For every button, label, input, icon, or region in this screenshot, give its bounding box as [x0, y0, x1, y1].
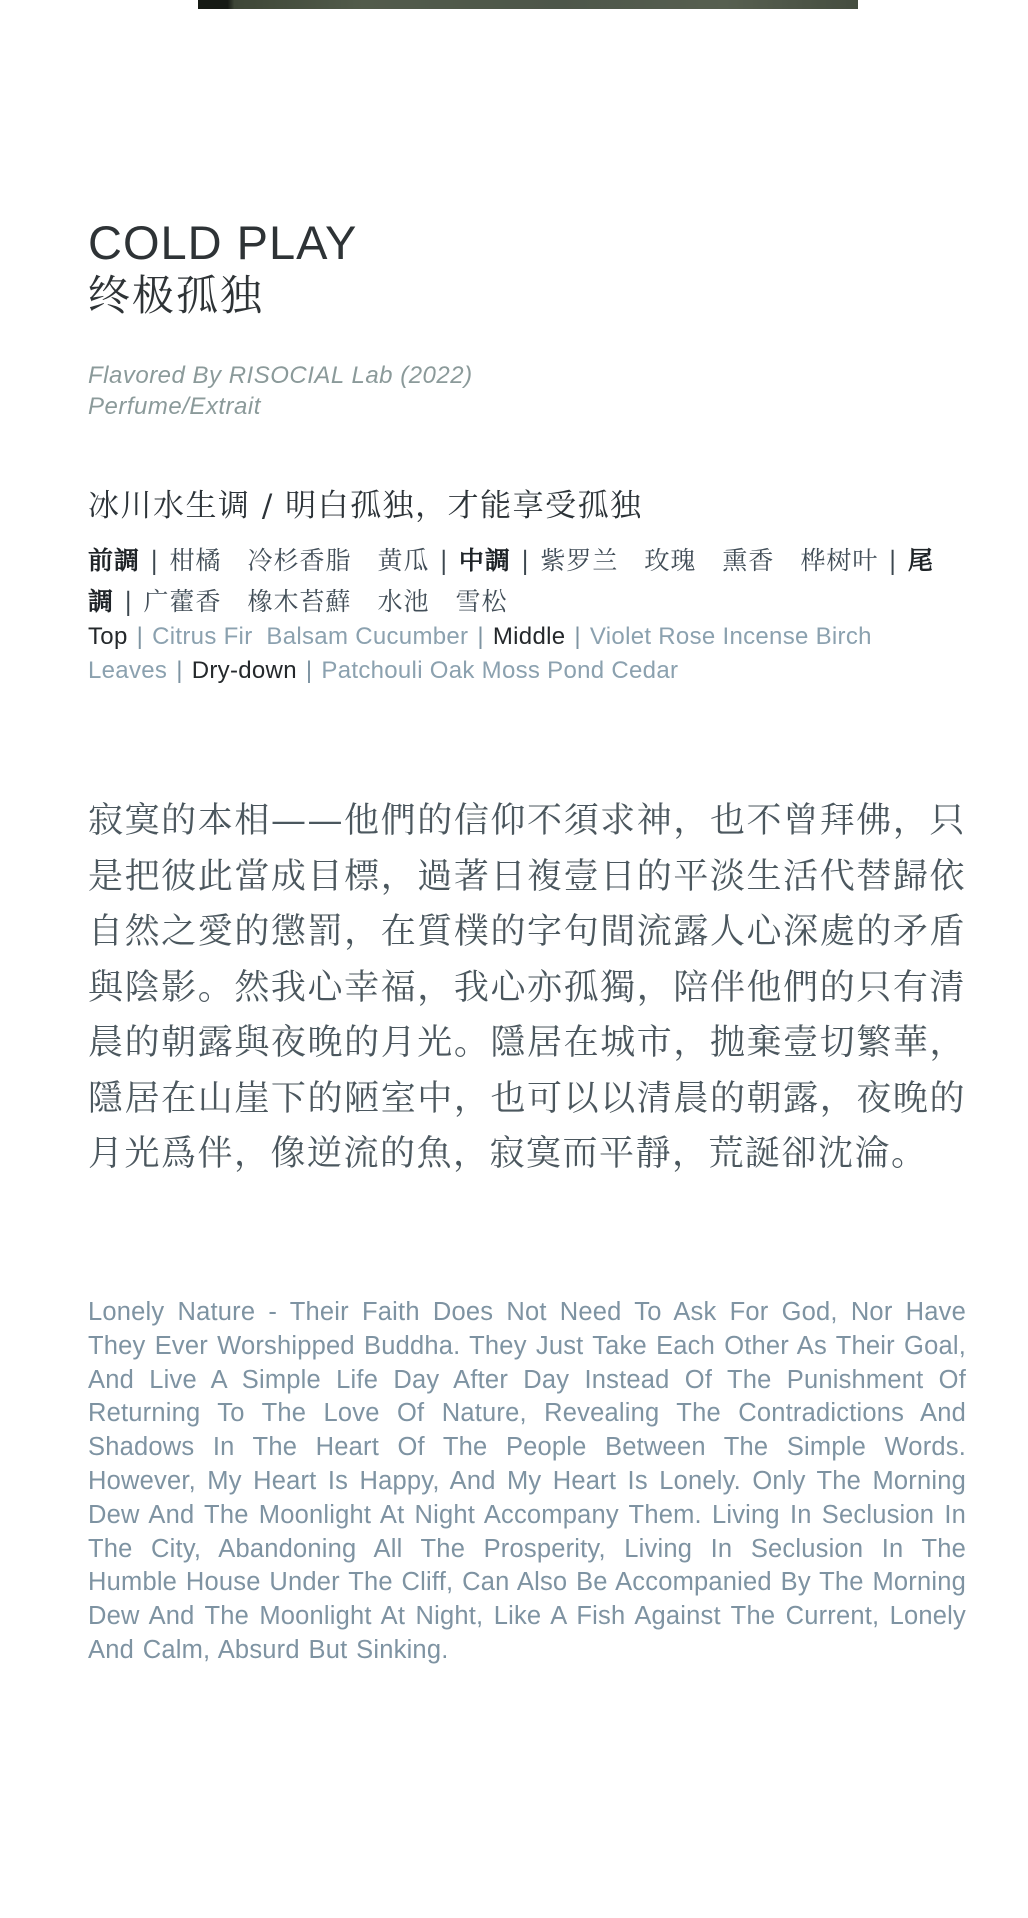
pipe-separator: |: [574, 623, 581, 650]
flavored-by-line: Flavored By RISOCIAL Lab (2022): [88, 362, 473, 389]
note-values-top-en: Citrus Fir Balsam Cucumber: [152, 623, 469, 650]
description-en: Lonely Nature - Their Faith Does Not Need To Ask For God, Nor Have They Ever Worshipped Buddha. They Just Take Each Other As Their Goal, And Live A Simple Life Day After Day Instead Of The Punishment Of Returning To The Love Of Nature, Revealing The Contradictions And Shadows In The Heart Of The People Between The Simple Words. However, My Heart Is Happy, And My Heart Is Lonely. Only The Morning Dew And The Moonlight At Night Accompany Them. Living In Seclusion In The City, Abandoning All The Prosperity, Living In Seclusion In The Humble House Under The Cliff, Can Also Be Accompanied By The Morning Dew And The Moonlight At Night, Like A Fish Against The Current, Lonely And Calm, Absurd But Sinking.: [88, 1298, 966, 1664]
note-label-middle-zh: 中調: [458, 546, 511, 575]
pipe-separator: |: [150, 546, 160, 575]
note-label-top-zh: 前調: [88, 546, 141, 575]
pipe-separator: |: [176, 657, 183, 684]
pipe-separator: |: [124, 587, 134, 616]
product-type-line: Perfume/Extrait: [88, 393, 261, 420]
notes-list-zh: [88, 540, 968, 622]
pipe-separator: |: [888, 546, 898, 575]
notes-list-en: [88, 620, 968, 688]
note-label-middle-en: Middle: [492, 623, 566, 650]
note-label-base-zh: 尾調: [88, 546, 934, 616]
pipe-separator: |: [477, 623, 484, 650]
pipe-separator: |: [136, 623, 144, 650]
note-values-middle-en: Violet Rose Incense Birch Leaves: [88, 623, 879, 684]
product-title-en: COLD PLAY: [88, 216, 358, 269]
product-photo-strip: [198, 0, 858, 9]
note-values-middle-zh: 紫罗兰 玫瑰 熏香 桦树叶: [540, 546, 879, 575]
note-values-drydown-en: Patchouli Oak Moss Pond Cedar: [321, 657, 679, 684]
pipe-separator: |: [520, 546, 531, 575]
note-label-top-en: Top: [88, 623, 128, 650]
title-block: [88, 216, 357, 322]
description-zh: 寂寞的本相——他們的信仰不須求神，也不曾拜佛，只是把彼此當成目標，過著日複壹日的平淡生活代替歸依自然之愛的懲罰，在質樸的字句間流露人心深處的矛盾與陰影。然我心幸福，我心亦孤獨，陪伴他們的只有清晨的朝露與夜晚的月光。隱居在城市，抛棄壹切繁華，隱居在山崖下的陋室中，也可以以清晨的朝露，夜晚的月光爲伴，像逆流的魚，寂寞而平靜，荒誕卻沈淪。: [88, 801, 966, 1174]
product-title-zh: 终极孤独: [88, 272, 265, 319]
byline-block: [88, 360, 473, 422]
note-values-base-zh: 广藿香 橡木苔蘚 水池 雪松: [143, 587, 508, 616]
pipe-separator: |: [439, 546, 449, 575]
note-values-top-zh: 柑橘 冷杉香脂 黄瓜: [169, 546, 430, 575]
note-label-drydown-en: Dry-down: [191, 657, 297, 684]
scent-heading-zh: 冰川水生调 / 明白孤独，才能享受孤独: [88, 488, 643, 524]
pipe-separator: |: [305, 657, 313, 684]
